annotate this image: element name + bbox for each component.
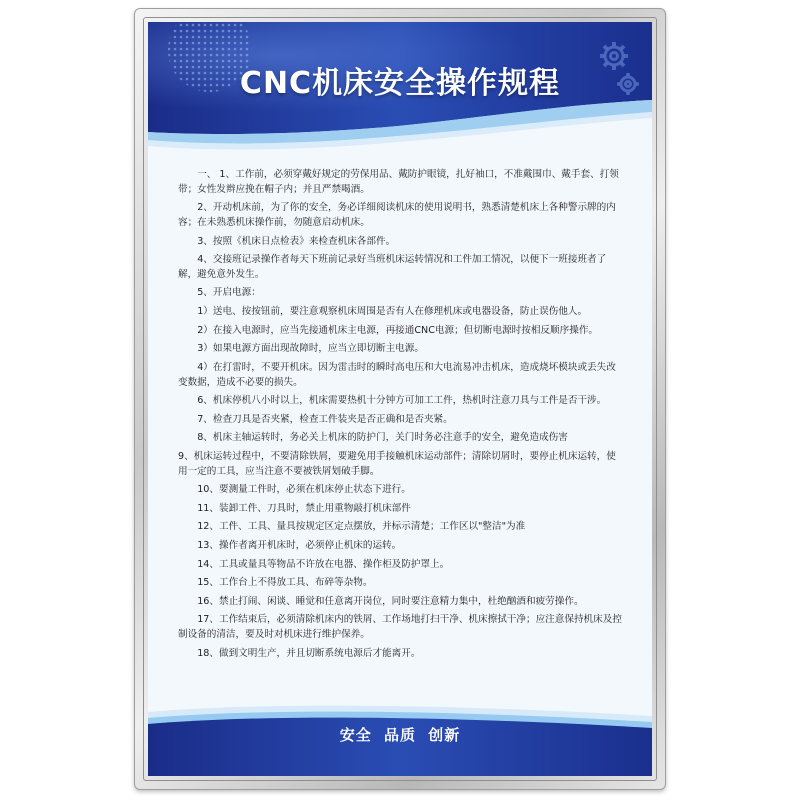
page-title: CNC机床安全操作规程 bbox=[239, 66, 561, 101]
slogan-word: 安全 bbox=[339, 726, 372, 744]
regulation-item: 6、机床停机八小时以上，机床需要热机十分钟方可加工工件，热机时注意刀具与工件是否干涉。 bbox=[197, 395, 607, 407]
regulation-item: 1）送电、按按钮前，要注意观察机床周围是否有人在修理机床或电器设备，防止误伤他人。 bbox=[197, 306, 588, 318]
slogan-word: 品质 bbox=[383, 726, 416, 744]
regulation-item: 14、工具或量具等物品不许放在电器、操作柜及防护罩上。 bbox=[197, 558, 450, 570]
slogan-word: 创新 bbox=[428, 726, 461, 744]
regulation-item: 12、工件、工具、量具按规定区定点摆放，并标示清楚；工作区以"整洁"为准 bbox=[197, 521, 526, 533]
regulation-item: 8、机床主轴运转时，务必关上机床的防护门，关门时务必注意手的安全，避免造成伤害 bbox=[197, 432, 568, 444]
regulation-item: 2）在接入电源时，应当先接通机床主电源，再接通CNC电源；但切断电源时按相反顺序操作。 bbox=[197, 324, 599, 336]
regulation-item: 16、禁止打闹、闲谈、睡觉和任意离开岗位，同时要注意精力集中，杜绝酗酒和疲劳操作。 bbox=[197, 595, 584, 607]
regulation-item: 9、机床运转过程中，不要清除铁屑，要避免用手接触机床运动部件；清除切屑时，要停止机床运转，使用一定的工具，应当注意不要被铁屑划破手脚。 bbox=[178, 450, 616, 477]
poster bbox=[148, 22, 652, 776]
regulation-item: 11、装卸工件、刀具时，禁止用重物敲打机床部件 bbox=[197, 502, 411, 514]
regulation-item: 5、开启电源： bbox=[197, 287, 261, 299]
regulation-item: 10、要测量工件时，必须在机床停止状态下进行。 bbox=[197, 484, 411, 496]
regulation-item: 一、 1、工作前，必须穿戴好规定的劳保用品、戴防护眼镜，扎好袖口，不准戴围巾、戴手套、打领带；女性发辫应挽在帽子内；并且严禁喝酒。 bbox=[178, 169, 619, 195]
regulation-item: 3、按照《机床日点检表》来检查机床各部件。 bbox=[197, 235, 396, 247]
regulation-item: 3）如果电源方面出现故障时，应当立即切断主电源。 bbox=[197, 343, 424, 355]
regulation-body bbox=[178, 168, 624, 665]
regulation-item: 17、工作结束后，必须清除机床内的铁屑、工作场地打扫干净、机床擦拭干净；应注意保持机床及控制设备的清洁，要及时对机床进行维护保养。 bbox=[178, 614, 622, 641]
regulation-item: 4、交接班记录操作者每天下班前记录好当班机床运转情况和工件加工情况，以便下一班接班者了解，避免意外发生。 bbox=[178, 254, 607, 280]
regulation-item: 7、检查刀具是否夹紧，检查工件装夹是否正确和是否夹紧。 bbox=[197, 413, 453, 425]
regulation-item: 13、操作者离开机床时，必须停止机床的运转。 bbox=[197, 540, 402, 552]
regulation-item: 15、工作台上不得放工具、布碎等杂物。 bbox=[197, 577, 373, 589]
regulation-item: 18、做到文明生产，并且切断系统电源后才能离开。 bbox=[197, 647, 421, 659]
regulation-item: 2、开动机床前，为了你的安全，务必详细阅读机床的使用说明书，熟悉清楚机床上各种警示牌的内容；在未熟悉机床操作前，勿随意启动机床。 bbox=[178, 202, 616, 228]
footer-slogan bbox=[148, 724, 652, 745]
regulation-item: 4）在打雷时，不要开机床。因为雷击时的瞬时高电压和大电流易冲击机床，造成烧坏模块或丢失改变数据，造成不必要的损失。 bbox=[178, 361, 616, 388]
